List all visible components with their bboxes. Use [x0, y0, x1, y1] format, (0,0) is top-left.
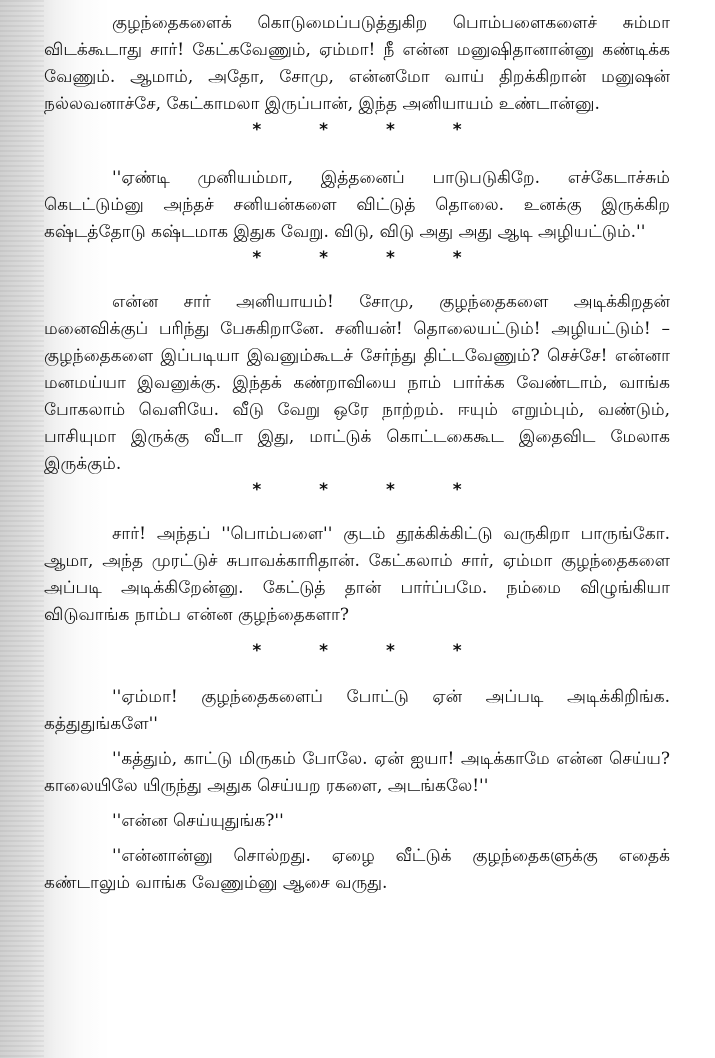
paragraph-4: சார்! அந்தப் ''பொம்பளை'' குடம் தூக்கிக்கிட்டு வருகிறா பாருங்கோ. ஆமா, அந்த முரட்டுச் சுபாவக்காரிதான். கேட்கலாம் சார், ஏம்மா குழந்தைகளை அப்படி அடிக்கிறேன்னு. கேட்டுத் தான் பார்ப்பமே. நம்மை விழுங்கியா விடுவாங்க நாம்ப என்ன குழந்தைகளா? — [44, 524, 670, 625]
dialogue-line-3: ''என்ன செய்யுதுங்க?'' — [112, 811, 284, 831]
scan-shadow-edge — [0, 0, 44, 1058]
section-separator: * * * * — [252, 641, 462, 661]
section-separator: * * * * — [252, 120, 462, 140]
section-separator: * * * * — [252, 248, 462, 268]
paragraph-1: குழந்தைகளைக் கொடுமைப்படுத்துகிற பொம்பளைகளைச் சும்மா விடக்கூடாது சார்! கேட்கவேணும், ஏம்மா! நீ என்ன மனுஷிதானான்னு கண்டிக்க வேணும். ஆமாம், அதோ, சோமு, என்னமோ வாய் திறக்கிறான் மனுஷன் நல்லவனாச்சே, கேட்காமலா இருப்பான், இந்த அனியாயம் உண்டான்னு. — [44, 13, 670, 114]
paragraph-3: என்ன சார் அனியாயம்! சோமு, குழந்தைகளை அடிக்கிறதன் மனைவிக்குப் பரிந்து பேசுகிறானே. சனியன்! தொலையட்டும்! அழியட்டும்! – குழந்தைகளை இப்படியா இவனும்கூடச் சேர்ந்து திட்டவேணும்? செச்சே! என்னா மனமய்யா இவனுக்கு. இந்தக் கண்றாவியை நாம் பார்க்க வேண்டாம், வாங்க போகலாம் வெளியே. வீடு வேறு ஒரே நாற்றம். ஈயும் எறும்பும், வண்டும், பாசியுமா இருக்கு வீடா இது, மாட்டுக் கொட்டகைகூட இதைவிட மேலாக இருக்கும். — [44, 292, 670, 474]
dialogue-line-1: ''ஏம்மா! குழந்தைகளைப் போட்டு ஏன் அப்படி அடிக்கிறிங்க. கத்துதுங்களே'' — [44, 687, 670, 734]
section-separator: * * * * — [252, 480, 462, 500]
dialogue-line-4: ''என்னான்னு சொல்றது. ஏழை வீட்டுக் குழந்தைகளுக்கு எதைக் கண்டாலும் வாங்க வேணும்னு ஆசை வருது. — [44, 846, 670, 893]
dialogue-line-2: ''கத்தும், காட்டு மிருகம் போலே. ஏன் ஐயா! அடிக்காமே என்ன செய்ய? காலையிலே யிருந்து அதுக செய்யற ரகளை, அடங்கலே!'' — [44, 749, 670, 796]
paragraph-2: ''ஏண்டி முனியம்மா, இத்தனைப் பாடுபடுகிறே. எச்கேடாச்சும் கெடட்டும்னு அந்தச் சனியன்களை விட்டுத் தொலை. உனக்கு இருக்கிற கஷ்டத்தோடு கஷ்டமாக இதுக வேறு. விடு, விடு அது அது ஆடி அழியட்டும்.'' — [44, 168, 670, 242]
document-body — [44, 10, 670, 897]
